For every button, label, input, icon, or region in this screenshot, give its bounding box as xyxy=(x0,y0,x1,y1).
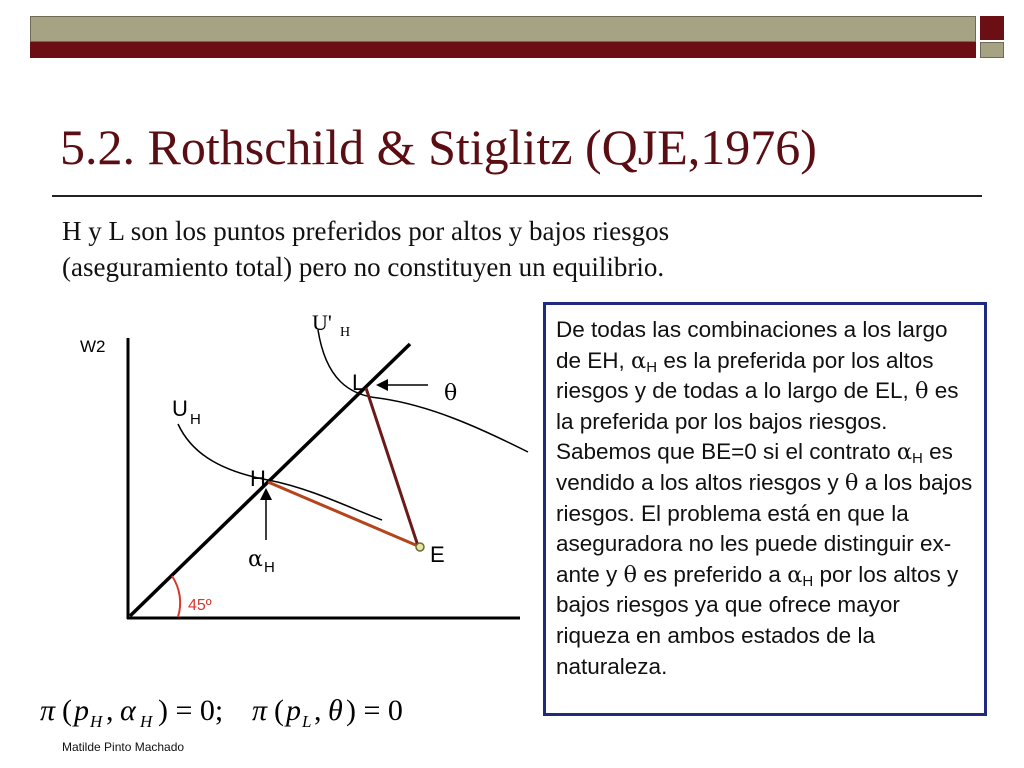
eq-comma-1: , xyxy=(106,694,114,727)
point-label-e: E xyxy=(430,542,445,567)
angle-label: 45º xyxy=(188,597,212,614)
slide-subtitle: H y L son los puntos preferidos por altos y bajos riesgos (aseguramiento total) pero no constituyen un equilibrio. xyxy=(62,216,670,282)
eq-rest-2: ) = 0 xyxy=(346,694,403,727)
line-eh xyxy=(268,482,418,546)
box-alpha-3: α xyxy=(787,561,803,588)
box-text-7: por los altos y bajos riesgos ya que ofrece mayor riqueza en ambos estados de la naturaleza. xyxy=(556,561,959,679)
explanation-box xyxy=(543,302,987,716)
axis-label-w2: W2 xyxy=(80,337,106,356)
eq-open-1: ( xyxy=(62,694,72,727)
eq-p-2-sub: L xyxy=(302,712,312,731)
eq-pi-2: π xyxy=(252,694,268,727)
box-text-4: es vendido a los altos riesgos y xyxy=(556,439,953,495)
eq-pi-1: π xyxy=(40,694,56,727)
box-alpha-1: α xyxy=(631,347,647,374)
eq-theta-2: θ xyxy=(328,694,343,727)
alpha-label-sub: H xyxy=(264,559,275,576)
zero-profit-equation xyxy=(40,694,403,731)
box-alpha-3-sub: H xyxy=(802,572,814,590)
box-text-5: a los bajos riesgos. El problema está en que la aseguradora no les puede distinguir ex-ante y xyxy=(556,469,973,587)
eq-alpha-1: α xyxy=(120,694,136,727)
angle-arc xyxy=(172,576,180,617)
eq-rest-1: ) = 0; xyxy=(158,694,224,727)
eq-open-2: ( xyxy=(274,694,284,727)
box-text-6: es preferido a xyxy=(637,561,788,587)
eq-p-1-sub: H xyxy=(90,712,103,731)
eq-comma-2: , xyxy=(314,694,322,727)
eq-p-2: p xyxy=(286,694,301,727)
slide-title: 5.2. Rothschild & Stiglitz (QJE,1976) xyxy=(60,119,817,175)
box-text-1: De todas las combinaciones a los largo de EH, xyxy=(556,317,948,373)
box-alpha-2: α xyxy=(896,439,913,466)
eq-p-1: p xyxy=(74,694,89,727)
footer-author: Matilde Pinto Machado xyxy=(62,740,185,754)
theta-arrow-head xyxy=(376,379,388,391)
point-e-marker xyxy=(416,543,424,551)
box-text-2: es la preferida por los altos riesgos y de todas a lo largo de EL, xyxy=(556,347,934,404)
curve-label-u-prime-sub: H xyxy=(340,325,351,340)
curve-label-u-prime: U' xyxy=(312,310,332,335)
alpha-label: α xyxy=(248,547,263,572)
curve-label-u-sub: H xyxy=(190,411,201,428)
indifference-curve-u-prime-h xyxy=(318,330,528,452)
line-el xyxy=(366,388,418,546)
box-theta-2: θ xyxy=(844,469,859,496)
box-theta-3: θ xyxy=(623,561,638,588)
point-label-h: H xyxy=(250,466,266,491)
point-label-l: L xyxy=(352,370,365,395)
box-alpha-1-sub: H xyxy=(646,358,658,376)
curve-label-u: U xyxy=(172,396,188,421)
box-alpha-2-sub: H xyxy=(912,450,923,468)
eq-alpha-1-sub: H xyxy=(140,712,153,731)
box-theta-1: θ xyxy=(914,378,929,405)
theta-label: θ xyxy=(444,381,458,406)
box-text-3: es la preferida por los bajos riesgos. Sabemos que BE=0 si el contrato xyxy=(556,378,959,465)
